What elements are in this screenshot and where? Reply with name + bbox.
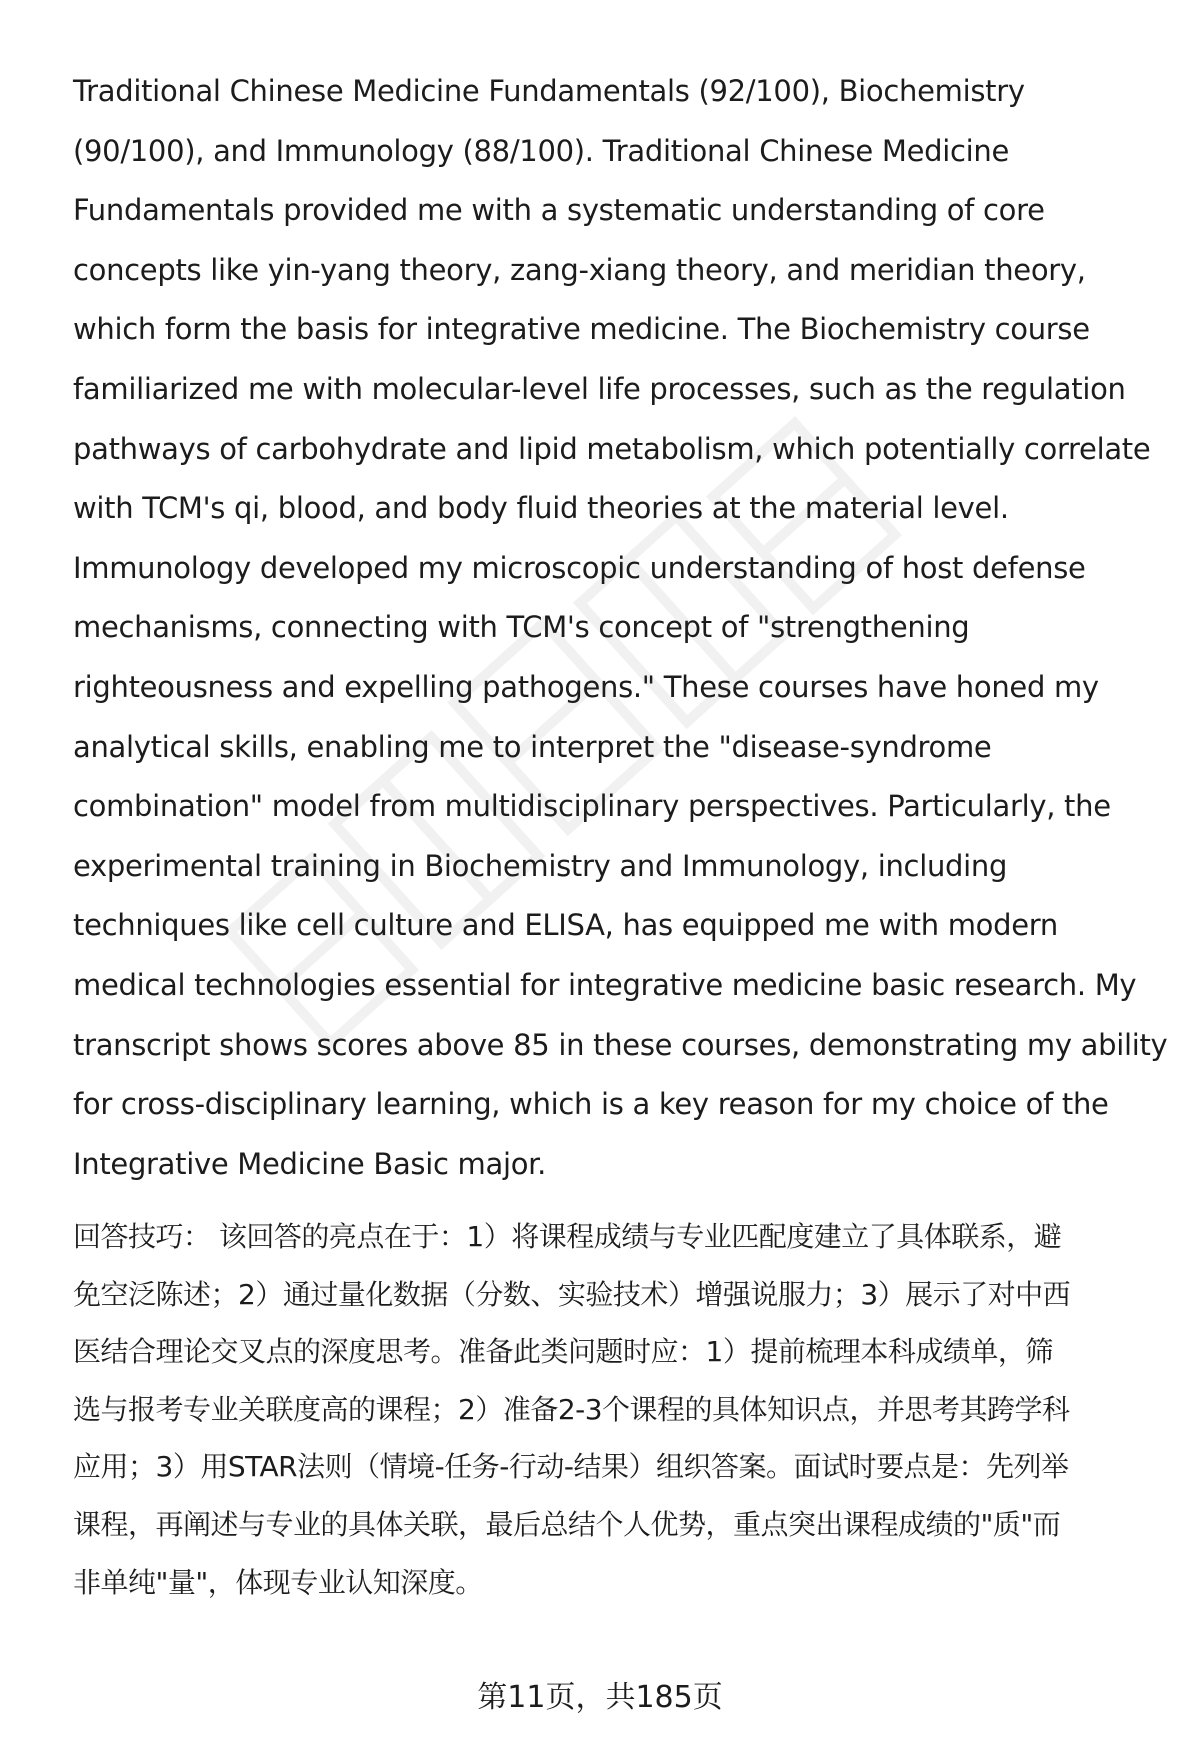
paragraph-line: familiarized me with molecular-level life processes, such as the regulation <box>73 371 1126 406</box>
paragraph-line: Integrative Medicine Basic major. <box>73 1146 547 1181</box>
paragraph-line: combination" model from multidisciplinary perspectives. Particularly, the <box>73 789 1111 824</box>
tip-line: 课程，再阐述与专业的具体关联，最后总结个人优势，重点突出课程成绩的"质"而 <box>73 1507 1061 1541</box>
paragraph-line: mechanisms, connecting with TCM's concept of "strengthening <box>73 610 970 645</box>
paragraph-line: medical technologies essential for integrative medicine basic research. My <box>73 967 1137 1002</box>
tip-line: 选与报考专业关联度高的课程；2）准备2-3个课程的具体知识点，并思考其跨学科 <box>73 1392 1070 1426</box>
paragraph-line: techniques like cell culture and ELISA, has equipped me with modern <box>73 908 1058 943</box>
paragraph-line: experimental training in Biochemistry and Immunology, including <box>73 848 1008 883</box>
paragraph-line: Fundamentals provided me with a systematic understanding of core <box>73 193 1045 228</box>
paragraph-line: transcript shows scores above 85 in these courses, demonstrating my ability <box>73 1027 1168 1062</box>
tip-line: 非单纯"量"，体现专业认知深度。 <box>73 1565 483 1599</box>
tip-line: 医结合理论交叉点的深度思考。准备此类问题时应：1）提前梳理本科成绩单，筛 <box>73 1335 1053 1369</box>
tip-line: 回答技巧： 该回答的亮点在于：1）将课程成绩与专业匹配度建立了具体联系，避 <box>73 1220 1062 1253</box>
paragraph-line: (90/100), and Immunology (88/100). Traditional Chinese Medicine <box>73 133 1010 168</box>
tip-line: 免空泛陈述；2）通过量化数据（分数、实验技术）增强说服力；3）展示了对中西 <box>73 1277 1071 1311</box>
tip-line: 应用；3）用STAR法则（情境-任务-行动-结果）组织答案。面试时要点是：先列举 <box>73 1450 1069 1484</box>
paragraph-line: Immunology developed my microscopic understanding of host defense <box>73 550 1086 585</box>
paragraph-line: with TCM's qi, blood, and body fluid theories at the material level. <box>73 491 1009 526</box>
paragraph-line: pathways of carbohydrate and lipid metabolism, which potentially correlate <box>73 431 1151 466</box>
paragraph-line: righteousness and expelling pathogens." These courses have honed my <box>73 669 1099 704</box>
paragraph-line: concepts like yin-yang theory, zang-xiang theory, and meridian theory, <box>73 252 1086 287</box>
page-number-footer: 第11页，共185页 <box>477 1680 723 1715</box>
paragraph-line: Traditional Chinese Medicine Fundamentals (92/100), Biochemistry <box>73 74 1025 108</box>
paragraph-line: which form the basis for integrative medicine. The Biochemistry course <box>73 312 1090 347</box>
paragraph-line: for cross-disciplinary learning, which is a key reason for my choice of the <box>73 1087 1109 1122</box>
answer-tips-section <box>73 1208 1163 1611</box>
answer-paragraph <box>73 62 1168 1194</box>
paragraph-line: analytical skills, enabling me to interpret the "disease-syndrome <box>73 729 992 764</box>
